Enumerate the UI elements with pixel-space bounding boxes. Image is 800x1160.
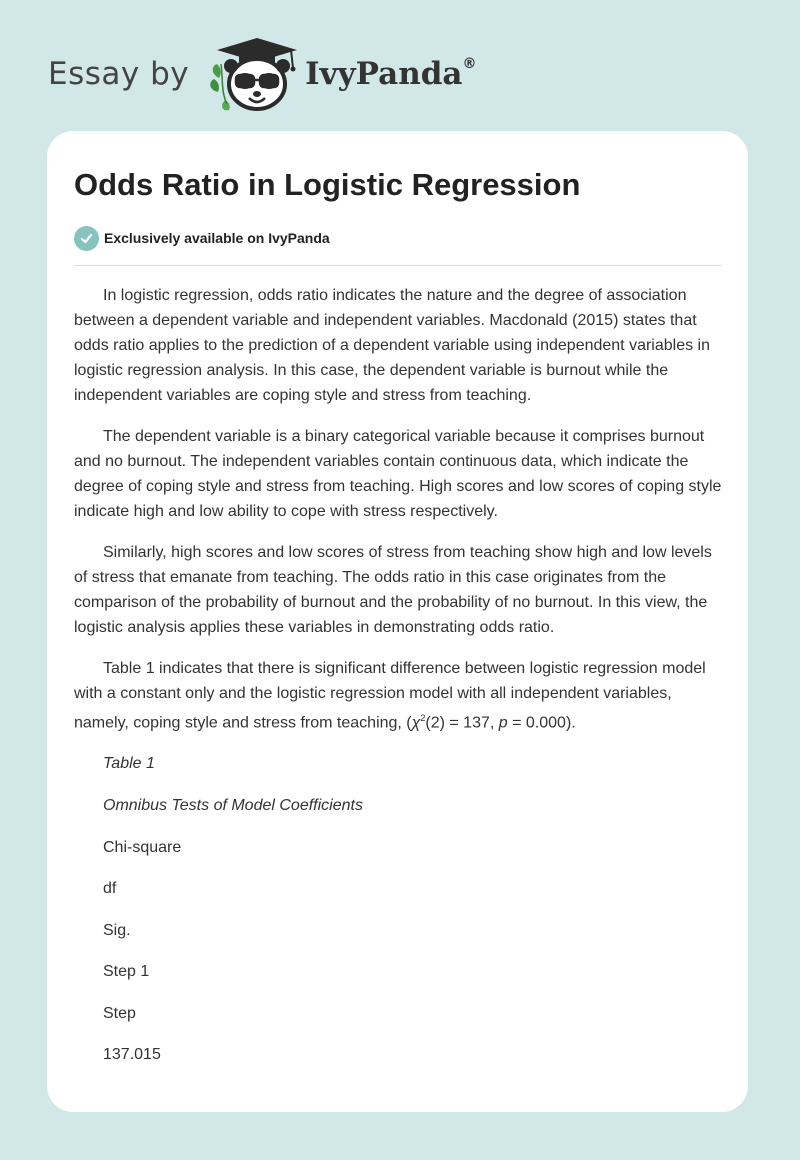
table-cell-step: Step xyxy=(103,1004,136,1022)
page-title: Odds Ratio in Logistic Regression xyxy=(74,167,581,202)
chi-superscript: 2 xyxy=(420,713,426,723)
article-card xyxy=(47,131,748,1112)
table-cell-sig: Sig. xyxy=(103,921,131,939)
table-cell-value: 137.015 xyxy=(103,1046,161,1064)
table-cell-chi-square: Chi-square xyxy=(103,838,182,856)
p-value: = 0.000). xyxy=(507,714,576,732)
divider xyxy=(74,265,722,266)
table-label: Table 1 xyxy=(103,755,155,773)
p-symbol: p xyxy=(498,714,508,732)
table-cell-df: df xyxy=(103,880,117,898)
site-header xyxy=(48,34,477,114)
exclusive-badge xyxy=(74,225,722,251)
brand-name-text: IvyPanda xyxy=(305,56,463,92)
exclusive-label: Exclusively available on IvyPanda xyxy=(104,230,330,246)
registered-mark: ® xyxy=(462,56,477,72)
table-cell-step-1: Step 1 xyxy=(103,963,150,981)
chi-symbol: χ xyxy=(411,714,421,732)
paragraph-1: In logistic regression, odds ratio indicates the nature and the degree of association between a dependent variable and independent variables. Macdonald (2015) states that odds ratio applies to the prediction of a dependent variable using independent variables in logistic regression analysis. In this case, the dependent variable is burnout while the independent variables are coping style and stress from teaching. xyxy=(74,287,710,404)
paragraph-3: Similarly, high scores and low scores of stress from teaching show high and low levels of stress that emanate from teaching. The odds ratio in this case originates from the comparison of the probability of burnout and the probability of no burnout. In this view, the logistic analysis applies these variables in demonstrating odds ratio. xyxy=(74,544,712,636)
brand-name[interactable] xyxy=(305,56,476,92)
paragraph-4 xyxy=(74,656,722,735)
table-caption: Omnibus Tests of Model Coefficients xyxy=(103,796,363,814)
ivypanda-logo-icon[interactable] xyxy=(205,34,301,114)
paragraph-2: The dependent variable is a binary categorical variable because it comprises burnout and no burnout. The independent variables contain continuous data, which indicate the degree of coping style and stress from teaching. High scores and low scores of coping style indicate high and low ability to cope with stress respectively. xyxy=(74,428,722,520)
check-icon xyxy=(74,226,99,251)
paragraph-4-text: Table 1 indicates that there is significant difference between logistic regression model with a constant only and the logistic regression model with all independent variables, namely, coping style and stress from teaching, ( xyxy=(74,660,706,732)
essay-by-label: Essay by xyxy=(48,56,190,92)
chi-value: (2) = 137, xyxy=(425,714,499,732)
